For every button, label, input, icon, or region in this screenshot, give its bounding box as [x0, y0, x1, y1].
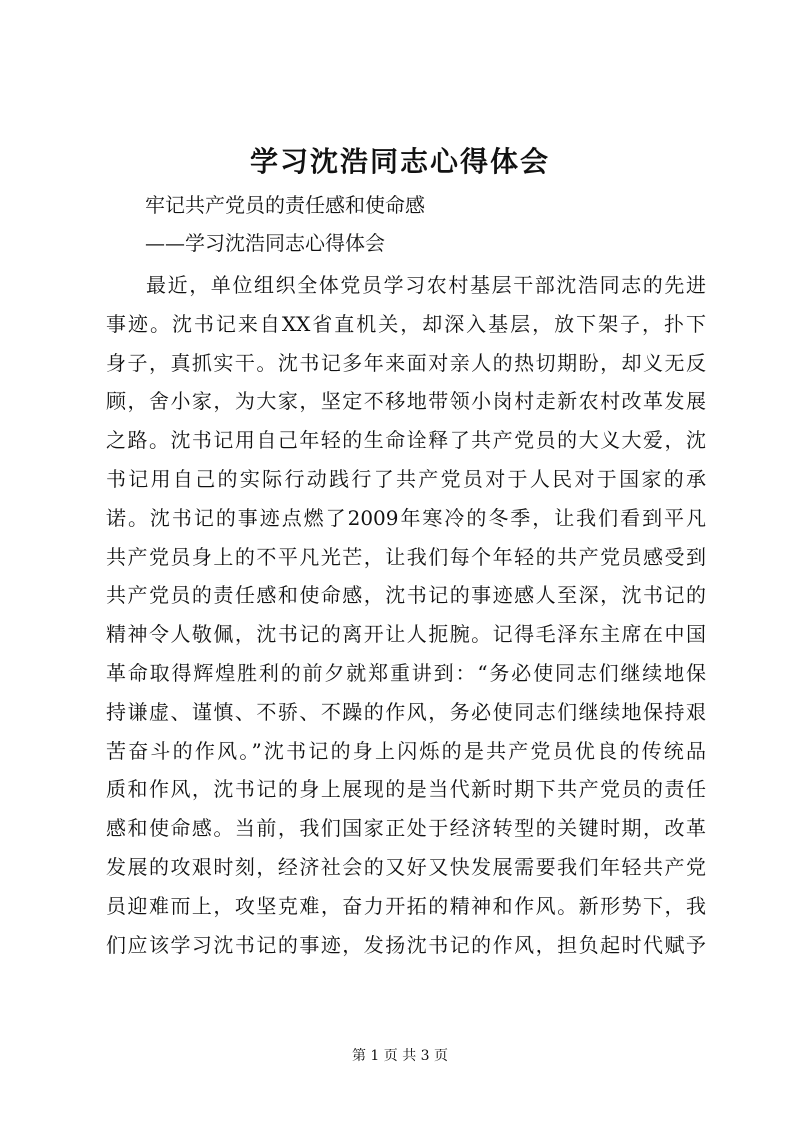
body-line: 苦奋斗的作风。”沈书记的身上闪烁的是共产党员优良的传统品: [106, 738, 706, 763]
body-line: 感和使命感。当前，我们国家正处于经济转型的关键时期，改革: [106, 816, 706, 841]
body-line: 革命取得辉煌胜利的前夕就郑重讲到：“务必使同志们继续地保: [106, 660, 706, 685]
body-line: 顾，舍小家，为大家，坚定不移地带领小岗村走新农村改革发展: [106, 389, 706, 414]
body-line: 员迎难而上，攻坚克难，奋力开拓的精神和作风。新形势下，我: [106, 893, 706, 918]
body-line: 书记用自己的实际行动践行了共产党员对于人民对于国家的承: [106, 466, 706, 491]
body-line: 之路。沈书记用自己年轻的生命诠释了共产党员的大义大爱，沈: [106, 428, 706, 453]
body-line: 质和作风，沈书记的身上展现的是当代新时期下共产党员的责任: [106, 777, 706, 802]
body-line: 身子，真抓实干。沈书记多年来面对亲人的热切期盼，却义无反: [106, 350, 706, 375]
body-line: 发展的攻艰时刻，经济社会的又好又快发展需要我们年轻共产党: [106, 854, 706, 879]
subtitle-secondary: ——学习沈浩同志心得体会: [145, 231, 385, 255]
body-line: 最近，单位组织全体党员学习农村基层干部沈浩同志的先进: [146, 273, 706, 297]
body-paragraph: [106, 266, 706, 964]
page-footer: 第 1 页 共 3 页: [351, 1048, 449, 1064]
body-line: 共产党员身上的不平凡光芒，让我们每个年轻的共产党员感受到: [106, 544, 706, 569]
document-title: 学习沈浩同志心得体会: [249, 145, 550, 178]
body-line: 持谦虚、谨慎、不骄、不躁的作风，务必使同志们继续地保持艰: [106, 699, 706, 724]
body-line: 精神令人敬佩，沈书记的离开让人扼腕。记得毛泽东主席在中国: [106, 622, 706, 647]
body-line: 诺。沈书记的事迹点燃了2009年寒冷的冬季，让我们看到平凡: [106, 505, 706, 530]
body-line: 事迹。沈书记来自XX省直机关，却深入基层，放下架子，扑下: [106, 311, 706, 336]
subtitle-main: 牢记共产党员的责任感和使命感: [145, 193, 425, 217]
body-line: 们应该学习沈书记的事迹，发扬沈书记的作风，担负起时代赋予: [106, 932, 706, 957]
body-line: 共产党员的责任感和使命感，沈书记的事迹感人至深，沈书记的: [106, 583, 706, 608]
